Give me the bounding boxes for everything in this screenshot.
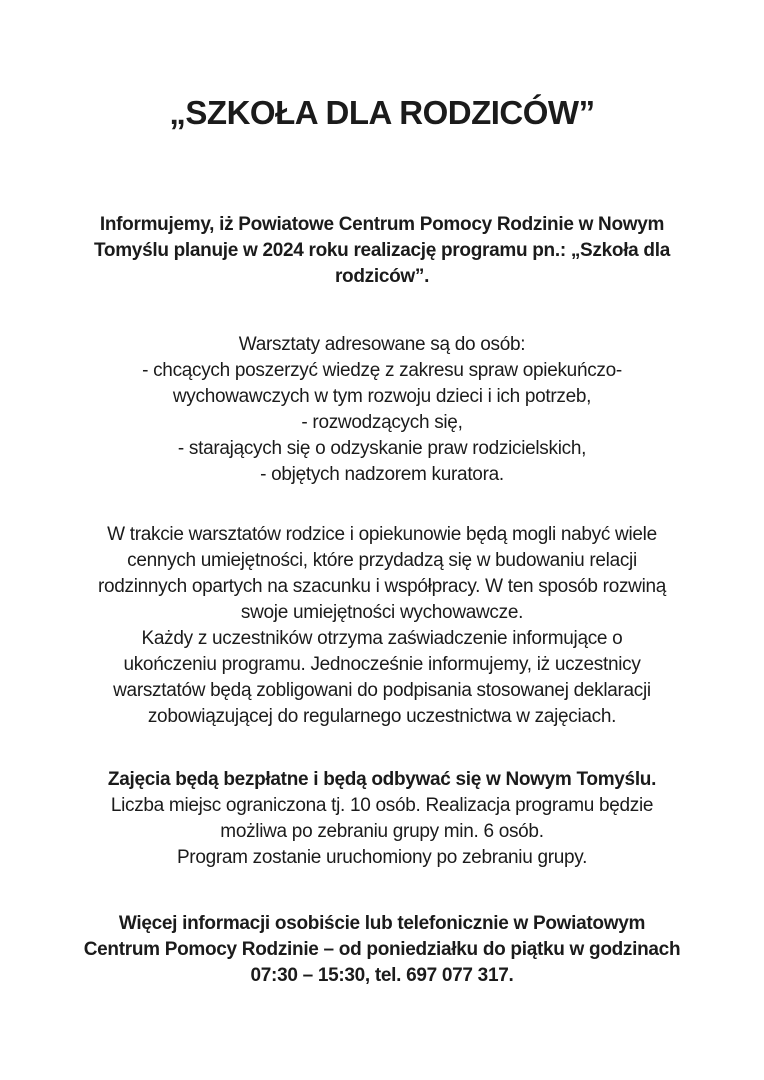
paragraph-line: - objętych nadzorem kuratora. xyxy=(260,464,504,485)
paragraph-line: - rozwodzących się, xyxy=(301,412,463,433)
paragraph-line: Liczba miejsc ograniczona tj. 10 osób. Realizacja programu będzie xyxy=(110,795,654,816)
paragraph-benefits xyxy=(0,522,764,730)
page-title: „SZKOŁA DLA RODZICÓW” xyxy=(169,94,595,131)
paragraph-contact xyxy=(0,911,764,989)
paragraph-line: Tomyślu planuje w 2024 roku realizację programu pn.: „Szkoła dla xyxy=(94,240,670,261)
paragraph-line: 07:30 – 15:30, tel. 697 077 317. xyxy=(250,965,514,986)
paragraph-intro xyxy=(0,212,764,290)
paragraph-line: warsztatów będą zobligowani do podpisania stosowanej deklaracji xyxy=(113,680,651,701)
paragraph-line: rodziców”. xyxy=(334,266,430,287)
paragraph-line: Informujemy, iż Powiatowe Centrum Pomocy Rodzinie w Nowym xyxy=(99,214,665,235)
paragraph-line: rodzinnych opartych na szacunku i współpracy. W ten sposób rozwiną xyxy=(97,576,667,597)
paragraph-line: wychowawczych w tym rozwoju dzieci i ich potrzeb, xyxy=(172,386,592,407)
paragraph-line: możliwa po zebraniu grupy min. 6 osób. xyxy=(220,821,544,842)
paragraph-audience xyxy=(0,332,764,488)
paragraph-line: cennych umiejętności, które przydadzą się w budowaniu relacji xyxy=(127,550,637,571)
paragraph-line: W trakcie warsztatów rodzice i opiekunowie będą mogli nabyć wiele xyxy=(107,524,657,545)
paragraph-line: Centrum Pomocy Rodzinie – od poniedziałku do piątku w godzinach xyxy=(83,939,681,960)
paragraph-line: Więcej informacji osobiście lub telefonicznie w Powiatowym xyxy=(118,913,646,934)
paragraph-line: zobowiązującej do regularnego uczestnictwa w zajęciach. xyxy=(147,706,617,727)
paragraph-line: Każdy z uczestników otrzyma zaświadczenie informujące o xyxy=(141,628,623,649)
paragraph-line: Warsztaty adresowane są do osób: xyxy=(238,334,526,355)
paragraph-line: Zajęcia będą bezpłatne i będą odbywać się w Nowym Tomyślu. xyxy=(107,769,657,790)
paragraph-line: Program zostanie uruchomiony po zebraniu grupy. xyxy=(176,847,588,868)
paragraph-line: swoje umiejętności wychowawcze. xyxy=(240,602,524,623)
paragraph-line: - chcących poszerzyć wiedzę z zakresu spraw opiekuńczo- xyxy=(142,360,622,381)
paragraph-line: ukończeniu programu. Jednocześnie informujemy, iż uczestnicy xyxy=(123,654,641,675)
paragraph-logistics xyxy=(0,767,764,871)
paragraph-line: - starających się o odzyskanie praw rodzicielskich, xyxy=(177,438,587,459)
